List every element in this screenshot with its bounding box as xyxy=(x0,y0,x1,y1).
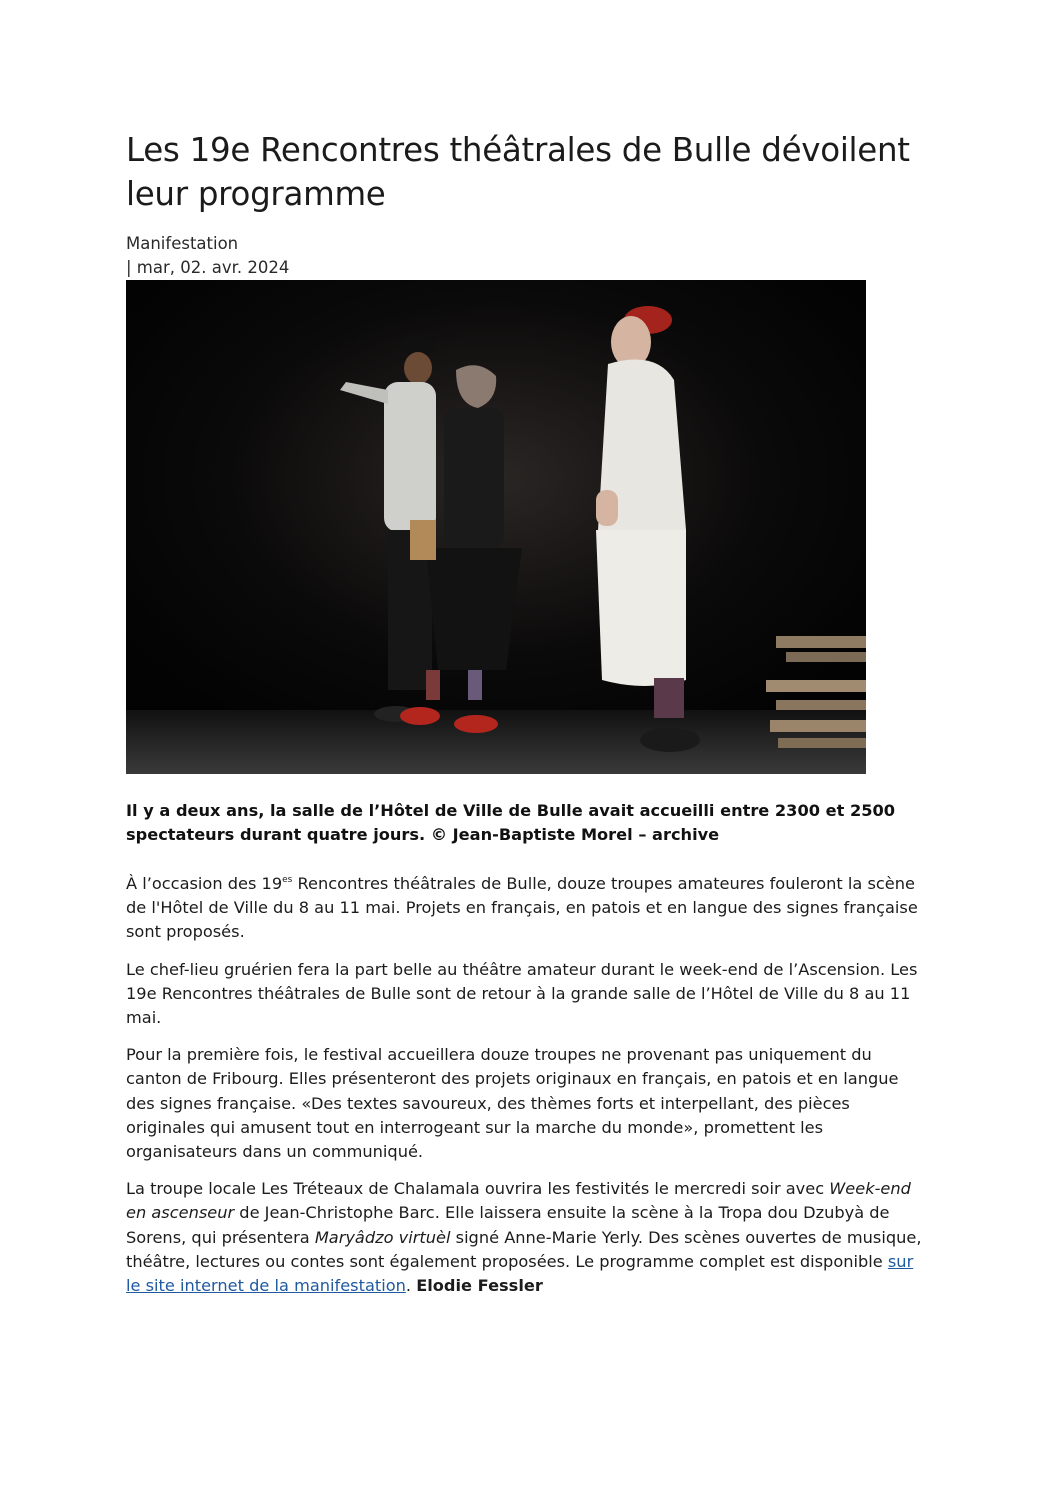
lead-text-start: À l’occasion des 19 xyxy=(126,874,283,893)
article-category: Manifestation xyxy=(126,234,239,253)
lead-paragraph xyxy=(126,872,932,945)
paragraph-3: Pour la première fois, le festival accueillera douze troupes ne provenant pas uniquement du canton de Fribourg. Elles présenteront des projets originaux en français, en patois et en langue des signes française. «Des textes savoureux, des thèmes forts et interpellant, des pièces originales qui amusent tout en interrogeant sur la marche du monde», promettent les organisateurs dans un communiqué. xyxy=(126,1045,899,1162)
p4-text-2: de Jean-Christophe Barc. Elle laissera ensuite la scène à la Tropa dou Dzubyà de Sorens, qui présentera xyxy=(126,1203,890,1247)
p4-text-1: La troupe locale Les Tréteaux de Chalamala ouvrira les festivités le mercredi soir avec xyxy=(126,1179,830,1199)
play-title-2: Maryâdzo virtuèl xyxy=(314,1227,451,1247)
article-meta xyxy=(126,232,932,280)
photo-caption: Il y a deux ans, la salle de l’Hôtel de Ville de Bulle avait accueilli entre 2300 et 2500 spectateurs durant quatre jours. © Jean-Baptiste Morel – archive xyxy=(126,801,896,844)
paragraph-2: Le chef-lieu gruérien fera la part belle au théâtre amateur durant le week-end de l’Ascension. Les 19e Rencontres théâtrales de Bulle sont de retour à la grande salle de l’Hôtel de Ville du 8 au 11 mai. xyxy=(126,959,918,1028)
paragraph-4 xyxy=(126,1177,932,1298)
article-author: Elodie Fessler xyxy=(416,1276,543,1296)
article-date: | mar, 02. avr. 2024 xyxy=(126,258,290,277)
article xyxy=(126,128,932,1311)
article-body xyxy=(126,872,932,1298)
p4-text-4: . xyxy=(405,1276,417,1296)
lead-text-end: Rencontres théâtrales de Bulle, douze troupes amateures fouleront la scène de l'Hôtel de Ville du 8 au 11 mai. Projets en français, en patois et en langue des signes française sont proposés. xyxy=(126,874,918,942)
stage-photo xyxy=(126,280,866,774)
play-title-1: Week-end en ascenseur xyxy=(126,1179,911,1223)
lead-superscript: es xyxy=(282,875,293,885)
festival-website-link[interactable]: sur le site internet de la manifestation xyxy=(126,1251,914,1296)
article-title: Les 19e Rencontres théâtrales de Bulle dévoilent leur programme xyxy=(126,131,910,213)
p4-text-3: signé Anne-Marie Yerly. Des scènes ouvertes de musique, théâtre, lectures ou contes sont également proposées. Le programme complet est disponible xyxy=(126,1227,922,1271)
